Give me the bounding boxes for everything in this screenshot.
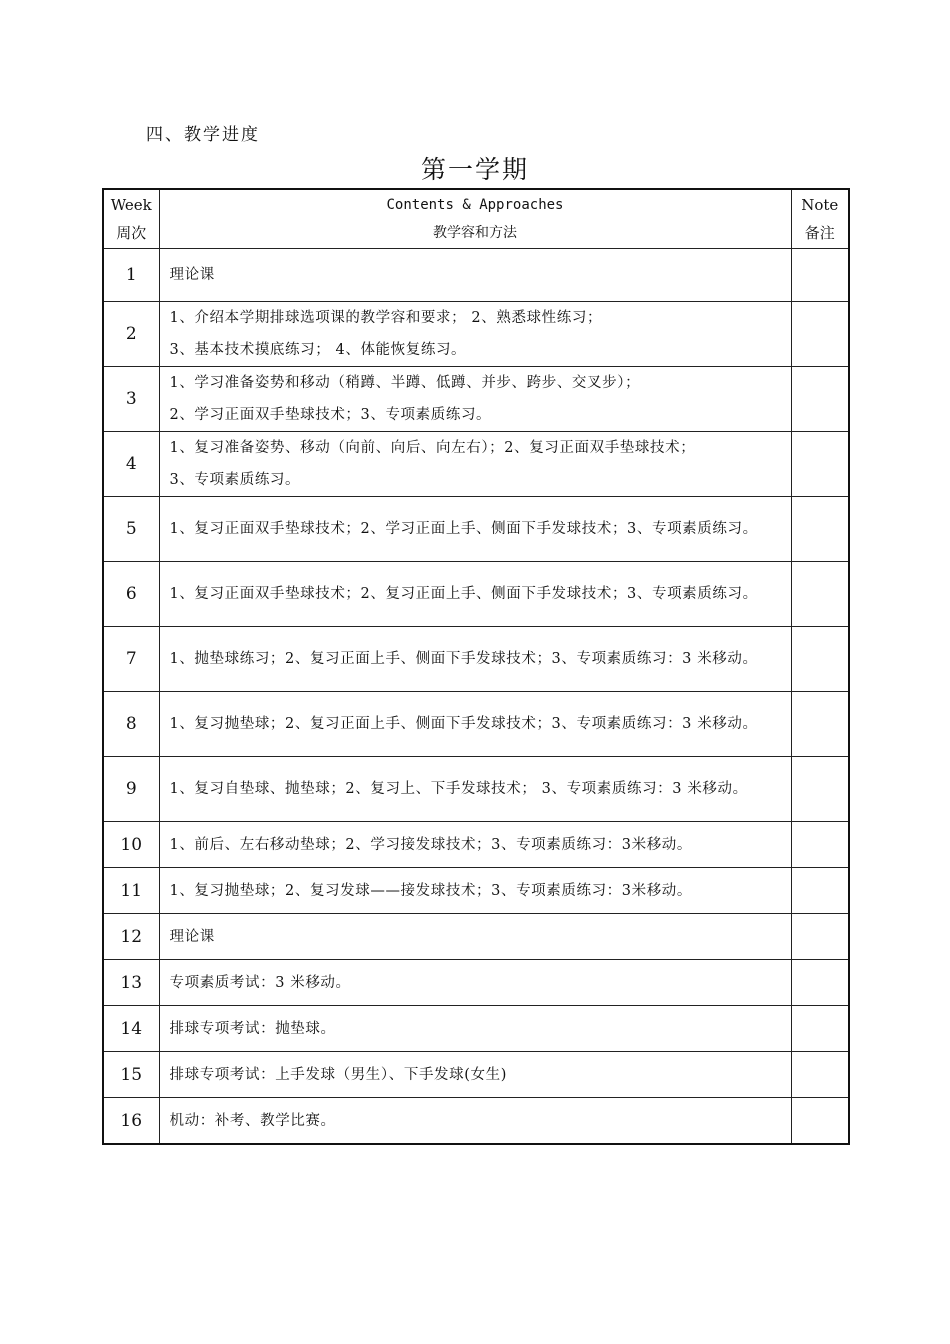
week-number: 15 bbox=[103, 1052, 159, 1098]
note-cell bbox=[791, 302, 849, 367]
week-header-zh: 周次 bbox=[116, 224, 147, 242]
content-line: 1、复习正面双手垫球技术；2、复习正面上手、侧面下手发球技术；3、专项素质练习。 bbox=[169, 586, 758, 602]
week-number: 2 bbox=[103, 302, 159, 367]
table-row bbox=[103, 627, 849, 692]
week-number: 16 bbox=[103, 1098, 159, 1145]
table-row bbox=[103, 497, 849, 562]
table-row bbox=[103, 822, 849, 868]
content-line: 1、复习抛垫球；2、复习正面上手、侧面下手发球技术；3、专项素质练习：3 米移动。 bbox=[169, 716, 758, 732]
note-cell bbox=[791, 1098, 849, 1145]
content-cell bbox=[159, 367, 791, 432]
section-heading: 四、教学进度 bbox=[146, 125, 260, 145]
table-row bbox=[103, 432, 849, 497]
content-cell bbox=[159, 868, 791, 914]
content-cell bbox=[159, 627, 791, 692]
note-cell bbox=[791, 822, 849, 868]
content-cell bbox=[159, 960, 791, 1006]
content-line: 1、复习自垫球、抛垫球；2、复习上、下手发球技术； 3、专项素质练习：3 米移动。 bbox=[169, 781, 748, 797]
content-cell bbox=[159, 562, 791, 627]
schedule-table bbox=[102, 188, 850, 1145]
table-row bbox=[103, 960, 849, 1006]
note-header-en: Note bbox=[801, 196, 839, 214]
table-row bbox=[103, 562, 849, 627]
week-number: 4 bbox=[103, 432, 159, 497]
note-header-zh: 备注 bbox=[804, 224, 835, 242]
table-row bbox=[103, 868, 849, 914]
note-cell bbox=[791, 868, 849, 914]
note-cell bbox=[791, 692, 849, 757]
content-header-en: Contents & Approaches bbox=[386, 197, 564, 213]
content-line: 1、前后、左右移动垫球；2、学习接发球技术；3、专项素质练习：3米移动。 bbox=[169, 836, 692, 853]
week-number: 5 bbox=[103, 497, 159, 562]
content-line: 3、基本技术摸底练习； 4、体能恢复练习。 bbox=[169, 342, 467, 358]
week-number: 13 bbox=[103, 960, 159, 1006]
table-row bbox=[103, 1098, 849, 1145]
table-row bbox=[103, 914, 849, 960]
week-number: 6 bbox=[103, 562, 159, 627]
week-number: 8 bbox=[103, 692, 159, 757]
note-cell bbox=[791, 562, 849, 627]
content-line: 1、复习抛垫球；2、复习发球——接发球技术；3、专项素质练习：3米移动。 bbox=[169, 882, 692, 899]
content-line: 理论课 bbox=[169, 267, 215, 283]
table-row bbox=[103, 302, 849, 367]
content-line: 3、专项素质练习。 bbox=[169, 472, 301, 488]
content-line: 排球专项考试：上手发球（男生）、下手发球(女生) bbox=[169, 1066, 507, 1083]
week-header-en: Week bbox=[110, 196, 152, 214]
note-cell bbox=[791, 497, 849, 562]
note-cell bbox=[791, 367, 849, 432]
content-cell bbox=[159, 302, 791, 367]
content-line: 专项素质考试：3 米移动。 bbox=[169, 974, 351, 991]
week-header bbox=[103, 189, 159, 249]
note-cell bbox=[791, 1052, 849, 1098]
content-line: 排球专项考试：抛垫球。 bbox=[169, 1020, 336, 1037]
table-row bbox=[103, 1006, 849, 1052]
week-number: 10 bbox=[103, 822, 159, 868]
note-cell bbox=[791, 432, 849, 497]
content-cell bbox=[159, 497, 791, 562]
content-line: 1、复习正面双手垫球技术；2、学习正面上手、侧面下手发球技术；3、专项素质练习。 bbox=[169, 521, 758, 537]
week-number: 14 bbox=[103, 1006, 159, 1052]
week-number: 7 bbox=[103, 627, 159, 692]
note-header bbox=[791, 189, 849, 249]
content-line: 理论课 bbox=[169, 928, 215, 945]
content-line: 1、学习准备姿势和移动（稍蹲、半蹲、低蹲、并步、跨步、交叉步）； bbox=[169, 375, 641, 391]
table-row bbox=[103, 692, 849, 757]
content-cell bbox=[159, 1006, 791, 1052]
content-cell bbox=[159, 914, 791, 960]
week-number: 12 bbox=[103, 914, 159, 960]
content-line: 1、抛垫球练习；2、复习正面上手、侧面下手发球技术；3、专项素质练习：3 米移动。 bbox=[169, 651, 758, 667]
content-line: 机动：补考、教学比赛。 bbox=[169, 1112, 336, 1129]
content-line: 1、复习准备姿势、移动（向前、向后、向左右）；2、复习正面双手垫球技术； bbox=[169, 440, 696, 456]
content-cell bbox=[159, 692, 791, 757]
note-cell bbox=[791, 960, 849, 1006]
week-number: 3 bbox=[103, 367, 159, 432]
content-cell bbox=[159, 822, 791, 868]
content-header-zh: 教学容和方法 bbox=[433, 225, 517, 241]
table-row bbox=[103, 757, 849, 822]
page-title: 第一学期 bbox=[420, 155, 529, 184]
content-cell bbox=[159, 249, 791, 302]
note-cell bbox=[791, 914, 849, 960]
note-cell bbox=[791, 627, 849, 692]
note-cell bbox=[791, 757, 849, 822]
content-line: 1、介绍本学期排球选项课的教学容和要求； 2、熟悉球性练习； bbox=[169, 310, 603, 326]
content-cell bbox=[159, 432, 791, 497]
content-cell bbox=[159, 1052, 791, 1098]
content-cell bbox=[159, 1098, 791, 1145]
table-row bbox=[103, 367, 849, 432]
content-header bbox=[159, 189, 791, 249]
week-number: 1 bbox=[103, 249, 159, 302]
table-header-row bbox=[103, 189, 849, 249]
week-number: 9 bbox=[103, 757, 159, 822]
table-row bbox=[103, 1052, 849, 1098]
content-cell bbox=[159, 757, 791, 822]
table-row bbox=[103, 249, 849, 302]
content-line: 2、学习正面双手垫球技术；3、专项素质练习。 bbox=[169, 407, 492, 423]
week-number: 11 bbox=[103, 868, 159, 914]
note-cell bbox=[791, 1006, 849, 1052]
note-cell bbox=[791, 249, 849, 302]
